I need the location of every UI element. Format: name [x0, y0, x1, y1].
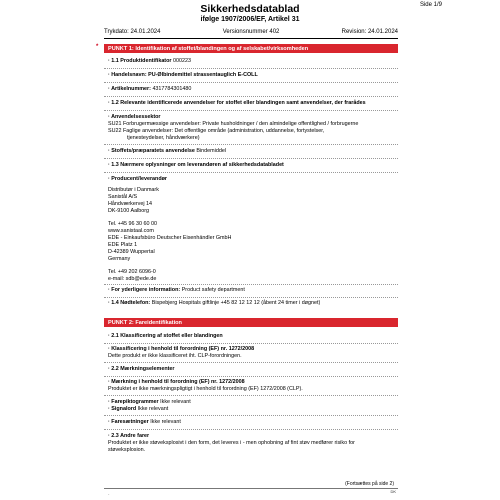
su22-continuation: tjenesteydelser, håndværkere) — [127, 135, 200, 141]
other-hazards-text: Produktet er ikke støveksplosivt i den form, det leveres i - men ophobning af fint støv medfører risiko for — [108, 440, 355, 446]
trade-name-value: PU-Ølbindemittel strassentauglich E-COLL — [148, 72, 258, 78]
trade-name-label: · Handelsnavn: — [108, 72, 147, 78]
address-line: EDE Platz 1 — [108, 242, 138, 248]
pictograms-and-signal-word — [108, 399, 398, 413]
page-number: Side 1/9 — [419, 2, 442, 8]
product-function — [108, 148, 398, 155]
supplier-details-heading: · 1.3 Nærmere oplysninger om leverandøren af sikkerhedsdatabladet — [108, 162, 284, 168]
identified-uses-heading: · 1.2 Relevante identificerede anvendelser for stoffet eller blandingen samt anvendelser, der frarådes — [108, 100, 366, 106]
email-line: e-mail: sdb@ede.de — [108, 276, 157, 282]
trade-name — [108, 72, 398, 79]
divider — [104, 343, 398, 344]
sector-heading: · Anvendelsessektor — [108, 114, 161, 120]
sector-of-use — [108, 114, 398, 142]
signal-word-value: Ikke relevant — [137, 406, 169, 412]
other-hazards-text-continued: støveksplosion. — [108, 447, 146, 453]
address-line: Germany — [108, 256, 131, 262]
divider — [104, 415, 398, 416]
divider — [104, 395, 398, 396]
divider — [104, 376, 398, 377]
su21-line: SU21 Forbrugermæssige anvendelser: Private husholdninger / den almindelige offentlighed / forbrugerne — [108, 121, 359, 127]
further-information — [108, 287, 398, 294]
section-1-heading: PUNKT 1: Identifikation af stoffet/blandingen og af selskabet/virksomheden — [104, 44, 398, 53]
address-line: DK-9100 Aalborg — [108, 208, 150, 214]
divider — [104, 82, 398, 83]
address-line: Distributør i Danmark — [108, 187, 159, 193]
labelling — [108, 379, 398, 393]
divider — [104, 68, 398, 69]
pictograms-value: Ikke relevant — [160, 399, 191, 405]
hazard-statements-value: Ikke relevant — [150, 419, 181, 425]
document-title: Sikkerhedsdatablad — [200, 3, 300, 15]
corner-mark: · — [108, 492, 110, 498]
product-function-value: Bindemiddel — [196, 148, 227, 154]
header-divider — [104, 38, 398, 39]
divider — [104, 144, 398, 145]
footer-rule — [104, 488, 398, 489]
labelling-label: · Mærkning i henhold til forordning (EF) nr. 1272/2008 — [108, 379, 245, 385]
other-hazards — [108, 433, 398, 454]
clp-classification-text: Dette produkt er ikke klassificeret iht. CLP-forordningen. — [108, 353, 242, 359]
document-subtitle: ifølge 1907/2006/EF, Artikel 31 — [200, 16, 300, 23]
address-line: Sanistål A/S — [108, 194, 138, 200]
article-number — [108, 86, 398, 93]
version-number: Versionsnummer 402 — [222, 29, 280, 35]
hazard-statements — [108, 419, 398, 426]
emergency-phone — [108, 300, 398, 307]
article-number-label: · Artikelnummer: — [108, 86, 151, 92]
continued-note: (Fortsættes på side 2) — [345, 481, 394, 487]
divider — [104, 284, 398, 285]
change-marker: * — [96, 44, 99, 50]
signal-word-label: · Signalord — [108, 406, 137, 412]
website-line: www.sanistaal.com — [108, 228, 154, 234]
hazard-statements-label: · Faresætninger — [108, 419, 149, 425]
further-information-value: Product safety department — [181, 287, 245, 293]
label-elements-heading: · 2.2 Mærkningselementer — [108, 366, 175, 372]
address-line: D-42389 Wuppertal — [108, 249, 155, 255]
clp-classification — [108, 346, 398, 360]
divider — [104, 96, 398, 97]
emergency-phone-label: · 1.4 Nødtelefon: — [108, 300, 151, 306]
product-identifier-label: · 1.1 Produktidentifikator — [108, 58, 172, 64]
classification-heading: · 2.1 Klassificering af stoffet eller blandingen — [108, 333, 223, 339]
divider — [104, 172, 398, 173]
divider — [104, 429, 398, 430]
document-meta — [104, 29, 398, 35]
print-date: Trykdato: 24.01.2024 — [104, 29, 161, 35]
divider — [104, 110, 398, 111]
country-code: DK — [390, 489, 396, 494]
address-line: Håndværkervej 14 — [108, 201, 153, 207]
divider — [104, 158, 398, 159]
phone-line: Tel. +49 202 6096-0 — [108, 269, 156, 275]
emergency-phone-value: Bispebjerg Hospitals giftlinje +45 82 12 12 12 (åbent 24 timer i døgnet) — [151, 300, 321, 306]
address-line: EDE - Einkaufsbüro Deutscher Eisenhändler GmbH — [108, 235, 232, 241]
producer-heading: · Producent/leverandør — [108, 176, 168, 182]
other-hazards-heading: · 2.3 Andre farer — [108, 433, 150, 439]
pictograms-label: · Farepiktogrammer — [108, 399, 159, 405]
phone-line: Tel. +45 96 30 60 00 — [108, 221, 158, 227]
article-number-value: 4317784301480 — [152, 86, 192, 92]
labelling-text: Produktet er ikke mærkningspligtigt i henhold til forordning (EF) 1272/2008 (CLP). — [108, 386, 303, 392]
divider — [104, 297, 398, 298]
further-information-label: · For yderligere information: — [108, 287, 181, 293]
revision-date: Revision: 24.01.2024 — [341, 29, 398, 35]
divider — [104, 362, 398, 363]
product-function-label: · Stoffets/præparatets anvendelse — [108, 148, 195, 154]
section-2-heading: PUNKT 2: Fareidentifikation — [104, 318, 398, 327]
clp-classification-label: · Klassificering i henhold til forordning (EF) nr. 1272/2008 — [108, 346, 255, 352]
product-identifier-value: 000223 — [173, 58, 191, 64]
product-identifier — [108, 58, 398, 65]
su22-line: SU22 Faglige anvendelser: Det offentlige område (administration, uddannelse, fortystelser, — [108, 128, 325, 134]
producer-supplier — [108, 176, 398, 283]
